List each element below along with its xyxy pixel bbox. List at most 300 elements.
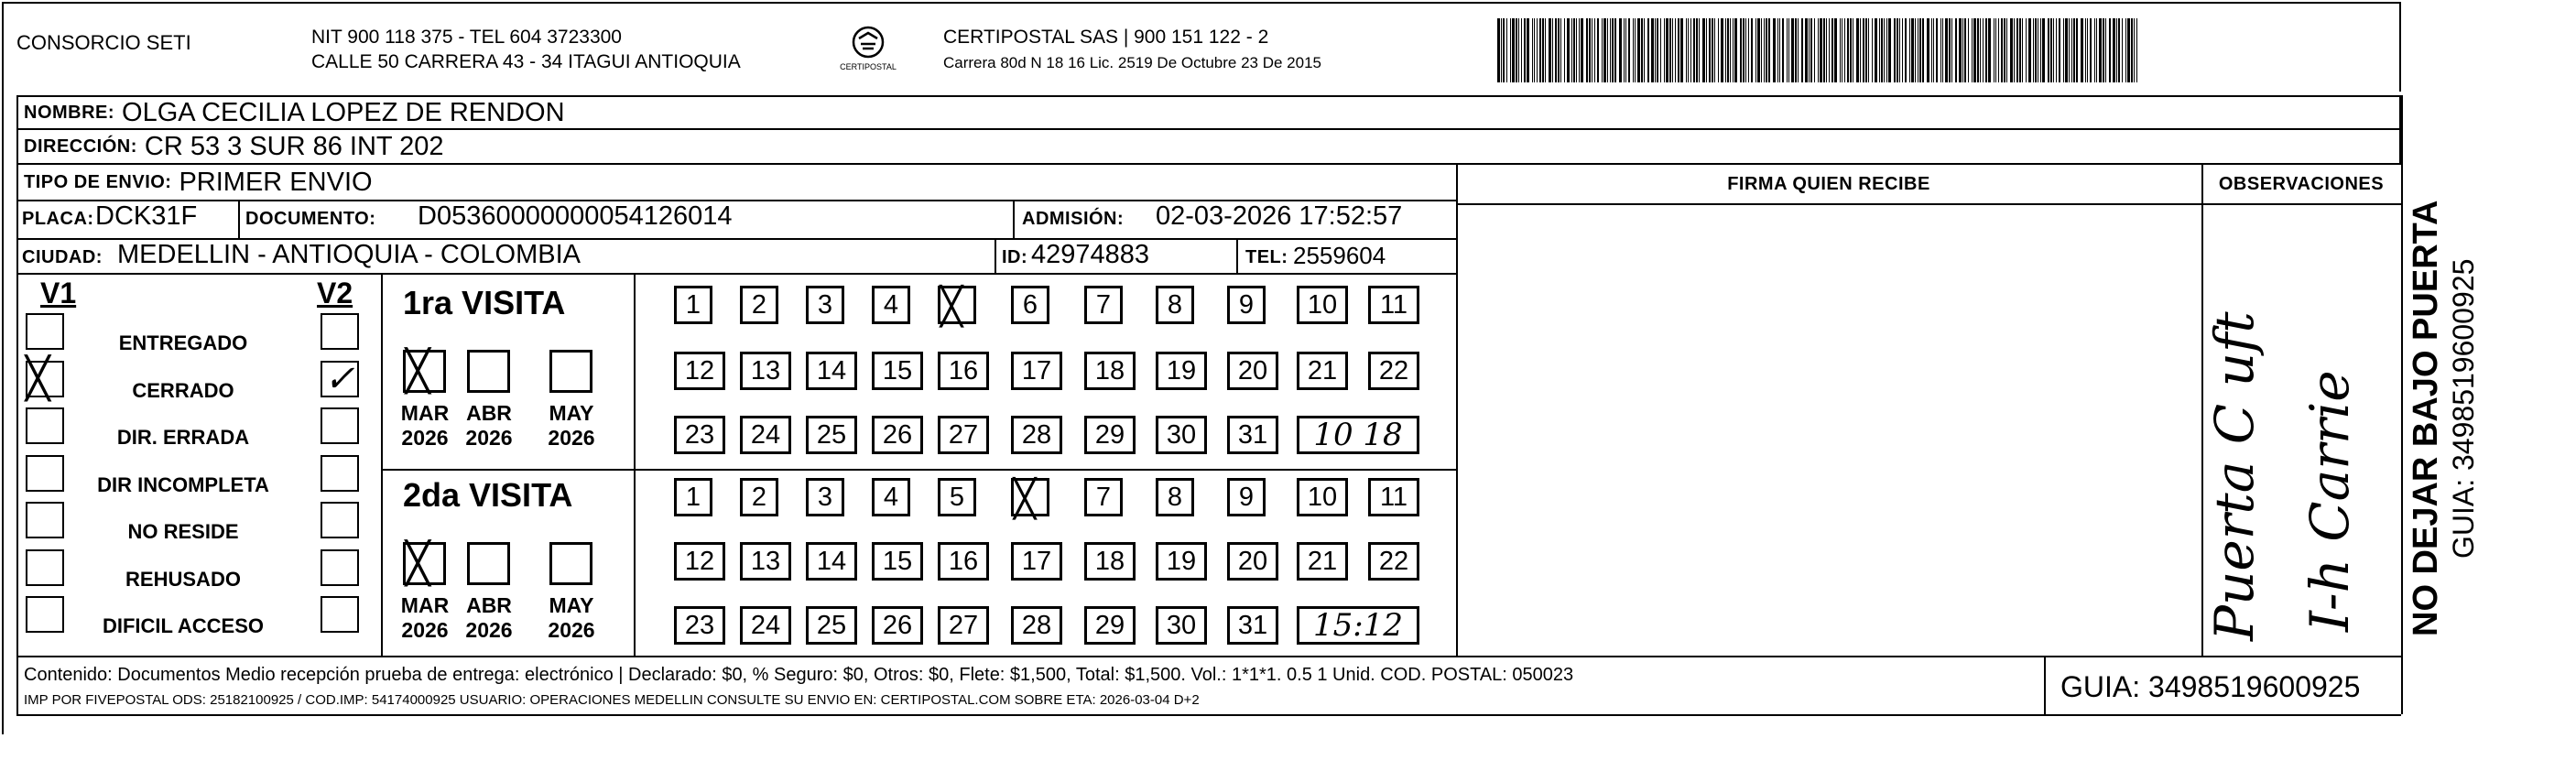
day-number: 12 [684, 546, 715, 576]
barcode-bar [1949, 18, 1951, 82]
barcode-bar [1510, 18, 1511, 82]
barcode-bar [1787, 18, 1788, 82]
barcode-bar [1518, 18, 1519, 82]
day-box[interactable] [872, 606, 923, 645]
day-box[interactable] [1156, 606, 1207, 645]
barcode-bar [2028, 18, 2031, 82]
barcode-bar [1740, 18, 1742, 82]
barcode-bar [1814, 18, 1815, 82]
firma-header: FIRMA QUIEN RECIBE [1727, 174, 1930, 194]
day-box[interactable] [740, 478, 778, 516]
day-box[interactable] [1084, 606, 1136, 645]
footer-line-1: Contenido: Documentos Medio recepción prueba de entrega: electrónico | Declarado: $0, % Seguro: $0, Otros: $0, Flete: $1,500, Total: $1,500. Vol.: 1*1*1. 0.5 1 Unid. COD. POSTAL: 050023 [24, 665, 1574, 685]
barcode-bar [1603, 18, 1606, 82]
status-v1-check-mark: ╳ [26, 354, 50, 402]
day-box[interactable] [872, 416, 923, 454]
day-box[interactable] [1297, 352, 1348, 390]
no-dejar-bajo-puerta: NO DEJAR BAJO PUERTA [2407, 200, 2445, 636]
barcode-bar [1847, 18, 1849, 82]
day-box[interactable] [938, 286, 976, 328]
day-number: 6 [1022, 289, 1038, 320]
id-label: ID: [1002, 247, 1028, 267]
barcode-bar [1863, 18, 1864, 82]
day-number: 8 [1167, 482, 1183, 512]
barcode-bar [1940, 18, 1941, 82]
barcode-bar [1788, 18, 1789, 82]
day-box[interactable] [1156, 286, 1194, 324]
visit-divider [381, 469, 1456, 471]
day-box[interactable] [872, 542, 923, 581]
day-box[interactable] [1297, 478, 1348, 516]
barcode-bar [1751, 18, 1753, 82]
barcode-bar [1818, 18, 1819, 82]
day-box[interactable] [1011, 542, 1062, 581]
header-right-border [2399, 2, 2401, 92]
barcode-bar [1829, 18, 1830, 82]
day-number: 31 [1237, 610, 1268, 640]
barcode-bar [1696, 18, 1698, 82]
observation-note-2: I-h Carrie [2299, 370, 2361, 632]
barcode-bar [1922, 18, 1924, 82]
barcode-bar [2065, 18, 2068, 82]
day-number: 17 [1021, 546, 1052, 576]
barcode-bar [1571, 18, 1572, 82]
day-number: 30 [1166, 610, 1197, 640]
barcode-bar [1666, 18, 1668, 82]
status-v2-checkbox[interactable] [321, 357, 359, 400]
day-box[interactable] [872, 352, 923, 390]
barcode-bar [1714, 18, 1715, 82]
day-box[interactable] [1156, 478, 1194, 516]
day-box[interactable] [1084, 286, 1123, 324]
day-number: 15 [882, 546, 913, 576]
status-v1-checkbox[interactable] [26, 455, 64, 492]
barcode-bar [1757, 18, 1760, 82]
day-number: 1 [685, 482, 701, 512]
tipo-value: PRIMER ENVIO [179, 167, 373, 197]
barcode-bar [2096, 18, 2097, 82]
day-box[interactable] [872, 286, 910, 324]
status-label: DIR INCOMPLETA [97, 472, 269, 496]
day-box[interactable] [1368, 478, 1419, 516]
status-v2-checkbox[interactable] [321, 455, 359, 492]
barcode-bar [1911, 18, 1914, 82]
barcode-bar [2059, 18, 2060, 82]
day-box[interactable] [1011, 286, 1049, 324]
status-v2-checkbox[interactable] [321, 549, 359, 586]
placa-value: DCK31F [95, 201, 198, 231]
day-box[interactable] [872, 478, 910, 516]
barcode-bar [2053, 18, 2054, 82]
day-box[interactable] [674, 478, 712, 516]
day-number: 24 [750, 610, 781, 640]
time-box[interactable] [1297, 416, 1419, 454]
day-box[interactable] [1368, 542, 1419, 581]
day-box[interactable] [1156, 542, 1207, 581]
day-number: 22 [1378, 355, 1409, 385]
barcode-bar [1810, 18, 1812, 82]
month-label: ABR 2026 [465, 593, 513, 642]
status-v1-checkbox[interactable] [26, 313, 64, 350]
day-number: 21 [1307, 355, 1338, 385]
courier-line: CERTIPOSTAL SAS | 900 151 122 - 2 [943, 27, 1269, 48]
day-box[interactable] [1011, 416, 1062, 454]
row-tipo [16, 163, 1456, 200]
day-box[interactable] [1227, 352, 1278, 390]
barcode-bar [2134, 18, 2135, 82]
second-visit-title: 2da VISITA [403, 476, 573, 514]
barcode-bar [2076, 18, 2078, 82]
status-v1-checkbox[interactable] [26, 354, 64, 402]
barcode-bar [1985, 18, 1987, 82]
barcode-bar [1688, 18, 1689, 82]
barcode-bar [1597, 18, 1599, 82]
day-number: 20 [1237, 355, 1268, 385]
day-box[interactable] [1297, 286, 1348, 324]
barcode-bar [2042, 18, 2045, 82]
barcode-bar [1927, 18, 1929, 82]
day-number: 11 [1379, 482, 1408, 512]
day-number: 10 [1307, 482, 1338, 512]
day-number: 3 [817, 289, 833, 320]
day-box[interactable] [1227, 606, 1278, 645]
barcode [1497, 18, 2157, 82]
day-box[interactable] [1227, 542, 1278, 581]
day-number: 3 [817, 482, 833, 512]
barcode-bar [1972, 18, 1973, 82]
barcode-bar [2136, 18, 2137, 82]
barcode-bar [2094, 18, 2095, 82]
barcode-bar [2004, 18, 2005, 82]
footer-guia: GUIA: 3498519600925 [2060, 670, 2361, 703]
status-v1-checkbox[interactable] [26, 407, 64, 444]
address-line: CALLE 50 CARRERA 43 - 34 ITAGUI ANTIOQUIA [311, 51, 741, 72]
barcode-bar [1625, 18, 1626, 82]
barcode-bar [1884, 18, 1885, 82]
barcode-bar [1897, 18, 1898, 82]
barcode-bar [1532, 18, 1533, 82]
barcode-bar [1977, 18, 1979, 82]
barcode-bar [1610, 18, 1611, 82]
barcode-bar [1576, 18, 1577, 82]
barcode-bar [1755, 18, 1756, 82]
barcode-bar [1680, 18, 1683, 82]
day-box[interactable] [740, 286, 778, 324]
day-number: 30 [1166, 419, 1197, 450]
tel-value: 2559604 [1293, 242, 1386, 269]
barcode-bar [1624, 18, 1625, 82]
barcode-bar [2026, 18, 2027, 82]
tel-divider [1236, 238, 1238, 273]
barcode-bar [1730, 18, 1731, 82]
barcode-bar [1951, 18, 1952, 82]
day-box[interactable] [674, 606, 725, 645]
day-number: 7 [1095, 289, 1112, 320]
barcode-bar [1586, 18, 1588, 82]
day-number: 14 [816, 355, 847, 385]
barcode-bar [2048, 18, 2049, 82]
day-number: 28 [1021, 610, 1052, 640]
month-checkbox[interactable] [403, 542, 446, 585]
time-handwritten: 10 18 [1313, 417, 1403, 453]
barcode-bar [1641, 18, 1643, 82]
direccion-value: CR 53 3 SUR 86 INT 202 [144, 131, 444, 161]
day-box[interactable] [806, 416, 857, 454]
barcode-bar [1856, 18, 1859, 82]
barcode-bar [1706, 18, 1707, 82]
barcode-bar [1942, 18, 1943, 82]
barcode-bar [1983, 18, 1984, 82]
day-number: 29 [1094, 419, 1125, 450]
day-box[interactable] [806, 478, 844, 516]
barcode-bar [1872, 18, 1873, 82]
day-box[interactable] [674, 416, 725, 454]
barcode-bar [1628, 18, 1630, 82]
barcode-bar [1542, 18, 1544, 82]
day-box[interactable] [938, 478, 976, 516]
barcode-bar [1503, 18, 1505, 82]
time-handwritten: 15:12 [1313, 607, 1403, 644]
barcode-bar [2090, 18, 2092, 82]
barcode-bar [2085, 18, 2086, 82]
barcode-bar [2103, 18, 2104, 82]
v2-label: V2 [317, 277, 353, 309]
barcode-bar [1619, 18, 1622, 82]
barcode-bar [1537, 18, 1538, 82]
tipo-top-right [1456, 163, 2401, 165]
barcode-bar [2073, 18, 2075, 82]
day-number: 26 [882, 610, 913, 640]
company-name: CONSORCIO SETI [16, 31, 191, 54]
barcode-bar [1768, 18, 1770, 82]
day-box[interactable] [806, 352, 857, 390]
day-number: 14 [816, 546, 847, 576]
barcode-bar [1709, 18, 1711, 82]
barcode-bar [1886, 18, 1887, 82]
day-box[interactable] [674, 542, 725, 581]
day-box[interactable] [674, 352, 725, 390]
barcode-bar [1844, 18, 1845, 82]
day-box[interactable] [806, 286, 844, 324]
status-v1-checkbox[interactable] [26, 502, 64, 538]
barcode-bar [1524, 18, 1526, 82]
day-box[interactable] [740, 542, 791, 581]
barcode-bar [1527, 18, 1529, 82]
firma-left-border [1456, 163, 1458, 656]
documento-label: DOCUMENTO: [245, 209, 376, 229]
day-box[interactable] [1011, 352, 1062, 390]
barcode-bar [1988, 18, 1991, 82]
barcode-bar [1899, 18, 1900, 82]
status-v2-checkbox[interactable] [321, 407, 359, 444]
footer-guia-divider [2044, 656, 2046, 714]
day-number: 23 [684, 610, 715, 640]
barcode-bar [1860, 18, 1861, 82]
status-v1-checkbox[interactable] [26, 549, 64, 586]
day-box[interactable] [1156, 352, 1207, 390]
month-checkbox[interactable] [549, 542, 592, 585]
barcode-bar [1669, 18, 1671, 82]
day-number: 25 [816, 610, 847, 640]
tipo-label: TIPO DE ENVIO: [24, 171, 172, 192]
day-box[interactable] [674, 286, 712, 324]
barcode-bar [1602, 18, 1603, 82]
month-checkbox[interactable] [467, 350, 510, 393]
day-check-mark: ╳ [1014, 478, 1037, 520]
barcode-bar [2019, 18, 2021, 82]
barcode-bar [2125, 18, 2126, 82]
day-box[interactable] [1227, 416, 1278, 454]
day-box[interactable] [1011, 606, 1062, 645]
day-box[interactable] [1368, 286, 1419, 324]
barcode-bar [1998, 18, 1999, 82]
barcode-bar [1820, 18, 1822, 82]
day-number: 2 [751, 482, 767, 512]
barcode-bar [1581, 18, 1583, 82]
barcode-bar [1773, 18, 1776, 82]
barcode-bar [1686, 18, 1687, 82]
barcode-bar [1888, 18, 1891, 82]
day-number: 16 [948, 546, 979, 576]
side-guia: GUIA: 3498519600925 [2447, 258, 2480, 559]
direccion-label: DIRECCIÓN: [24, 136, 137, 157]
svg-text:CERTIPOSTAL: CERTIPOSTAL [840, 62, 897, 71]
day-box[interactable] [1084, 352, 1136, 390]
barcode-bar [1826, 18, 1827, 82]
barcode-bar [1973, 18, 1976, 82]
day-box[interactable] [1084, 478, 1123, 516]
admision-divider [1013, 200, 1015, 238]
day-box[interactable] [1297, 542, 1348, 581]
day-number: 15 [882, 355, 913, 385]
status-v2-checkbox[interactable] [321, 313, 359, 350]
status-v2-checkbox[interactable] [321, 502, 359, 538]
day-number: 11 [1379, 289, 1408, 320]
status-v1-checkbox[interactable] [26, 596, 64, 633]
day-number: 12 [684, 355, 715, 385]
status-v2-checkbox[interactable] [321, 596, 359, 633]
status-label: DIR. ERRADA [116, 426, 250, 450]
barcode-bar [1902, 18, 1903, 82]
status-label: CERRADO [132, 378, 234, 402]
day-box[interactable] [1084, 416, 1136, 454]
day-number: 24 [750, 419, 781, 450]
barcode-bar [1501, 18, 1502, 82]
barcode-bar [1549, 18, 1551, 82]
month-checkbox[interactable] [467, 542, 510, 585]
day-box[interactable] [806, 542, 857, 581]
barcode-bar [1919, 18, 1921, 82]
barcode-bar [1567, 18, 1570, 82]
barcode-bar [1959, 18, 1962, 82]
barcode-bar [1651, 18, 1654, 82]
day-number: 25 [816, 419, 847, 450]
day-number: 28 [1021, 419, 1052, 450]
day-box[interactable] [938, 352, 989, 390]
row-nombre [16, 95, 2401, 128]
day-number: 20 [1237, 546, 1268, 576]
day-box[interactable] [806, 606, 857, 645]
left-border [2, 2, 4, 734]
barcode-bar [1712, 18, 1713, 82]
day-number: 1 [685, 289, 701, 320]
barcode-bar [1964, 18, 1966, 82]
day-box[interactable] [1368, 352, 1419, 390]
day-number: 27 [948, 419, 979, 450]
barcode-bar [1748, 18, 1749, 82]
day-number: 29 [1094, 610, 1125, 640]
barcode-bar [1995, 18, 1996, 82]
barcode-bar [2131, 18, 2133, 82]
day-number: 13 [750, 546, 781, 576]
day-number: 5 [949, 482, 965, 512]
barcode-bar [2099, 18, 2102, 82]
day-number: 16 [948, 355, 979, 385]
day-box[interactable] [1227, 478, 1266, 516]
barcode-bar [1909, 18, 1910, 82]
day-box[interactable] [740, 352, 791, 390]
day-box[interactable] [740, 416, 791, 454]
id-value: 42974883 [1031, 240, 1150, 269]
status-label: REHUSADO [125, 567, 241, 591]
barcode-bar [1962, 18, 1963, 82]
day-number: 23 [684, 419, 715, 450]
tel-label: TEL: [1245, 247, 1288, 267]
day-box[interactable] [938, 416, 989, 454]
footer-bottom [16, 714, 2401, 716]
day-box[interactable] [938, 542, 989, 581]
month-checkbox[interactable] [549, 350, 592, 393]
month-label: MAR 2026 [400, 593, 450, 642]
month-checkbox[interactable] [403, 350, 446, 393]
barcode-bar [1805, 18, 1808, 82]
barcode-bar [1823, 18, 1825, 82]
barcode-bar [1660, 18, 1661, 82]
obs-right-border [2401, 95, 2403, 714]
barcode-bar [1545, 18, 1546, 82]
barcode-bar [1635, 18, 1636, 82]
barcode-bar [2016, 18, 2018, 82]
month-check-mark: ╳ [406, 540, 430, 587]
barcode-bar [1614, 18, 1616, 82]
barcode-bar [2006, 18, 2007, 82]
section-left [16, 273, 18, 656]
day-box[interactable] [938, 606, 989, 645]
barcode-bar [1678, 18, 1679, 82]
barcode-bar [1612, 18, 1614, 82]
barcode-bar [2010, 18, 2013, 82]
certipostal-logo [831, 24, 905, 75]
barcode-bar [1721, 18, 1723, 82]
day-box[interactable] [740, 606, 791, 645]
status-label: ENTREGADO [118, 331, 248, 354]
time-box[interactable] [1297, 606, 1419, 645]
barcode-bar [1777, 18, 1778, 82]
barcode-bar [1512, 18, 1515, 82]
day-box[interactable] [1156, 416, 1207, 454]
month-label: MAY 2026 [548, 401, 595, 450]
day-box[interactable] [1227, 286, 1266, 324]
barcode-bar [1894, 18, 1896, 82]
day-number: 2 [751, 289, 767, 320]
barcode-bar [1644, 18, 1645, 82]
barcode-bar [1725, 18, 1726, 82]
barcode-bar [2127, 18, 2130, 82]
ciudad-value: MEDELLIN - ANTIOQUIA - COLOMBIA [117, 240, 581, 269]
day-box[interactable] [1011, 478, 1049, 520]
barcode-bar [1875, 18, 1877, 82]
day-box[interactable] [1084, 542, 1136, 581]
